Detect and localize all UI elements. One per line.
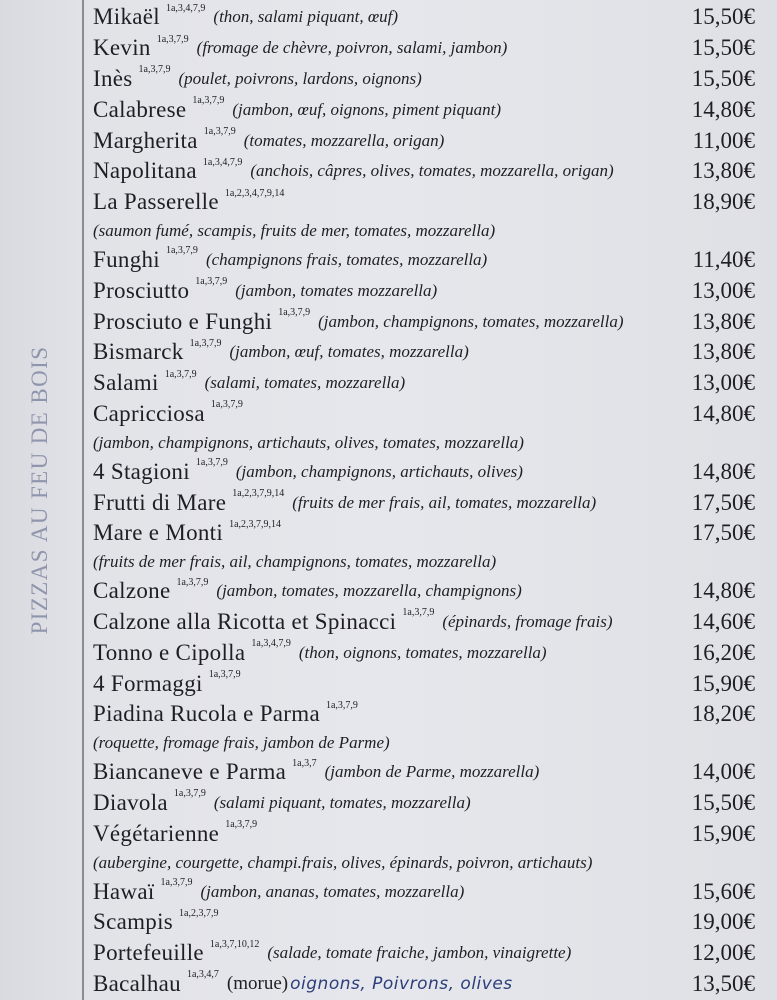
item-description: (épinards, fromage frais) — [442, 611, 613, 631]
menu-item-description-line — [93, 218, 755, 245]
item-price: 17,50€ — [691, 520, 755, 546]
item-description: (fruits de mer frais, ail, champignons, tomates, mozzarella) — [93, 552, 497, 572]
menu-item-description-line — [93, 549, 755, 576]
allergen-codes: 1a,3,7 — [292, 757, 317, 769]
item-description: (salade, tomate fraiche, jambon, vinaigrette) — [267, 943, 572, 963]
menu-item — [93, 156, 755, 187]
item-name: Calzone alla Ricotta et Spinacci — [93, 608, 397, 634]
item-price: 14,80€ — [691, 96, 755, 122]
menu-item — [93, 518, 755, 549]
item-description: (fromage de chèvre, poivron, salami, jambon) — [196, 38, 508, 58]
item-description: (tomates, mozzarella, origan) — [243, 130, 445, 150]
item-price: 15,50€ — [691, 35, 755, 61]
allergen-codes: 1a,3,7,9 — [189, 337, 222, 349]
menu-item — [93, 938, 755, 969]
allergen-codes: 1a,3,4,7 — [186, 969, 219, 981]
allergen-codes: 1a,3,7,9 — [176, 576, 209, 588]
item-description: (jambon, œuf, oignons, piment piquant) — [232, 99, 502, 119]
item-name: Mikaël — [93, 4, 160, 30]
menu-item — [93, 337, 755, 368]
item-description: (fruits de mer frais, ail, tomates, mozzarella) — [292, 492, 597, 512]
item-description: (roquette, fromage frais, jambon de Parme) — [93, 733, 390, 753]
item-description: (salami piquant, tomates, mozzarella) — [213, 792, 471, 812]
menu-item — [93, 64, 755, 95]
menu-item — [93, 94, 755, 125]
allergen-codes: 1a,3,7,9 — [160, 877, 193, 889]
item-price: 14,60€ — [691, 608, 755, 634]
item-description: (jambon de Parme, mozzarella) — [324, 762, 540, 782]
item-name: Bacalhau — [93, 970, 181, 996]
item-description: (thon, oignons, tomates, mozzarella) — [298, 642, 547, 662]
menu-item — [93, 399, 755, 430]
allergen-codes: 1a,3,7,9 — [210, 399, 243, 411]
item-description: (champignons frais, tomates, mozzarella) — [205, 249, 488, 269]
item-description: (jambon, tomates mozzarella) — [235, 280, 438, 300]
item-price: 15,50€ — [691, 789, 755, 815]
item-name: Capricciosa — [93, 400, 205, 426]
menu-item-description-line — [93, 849, 755, 876]
menu-item-description-line — [93, 429, 755, 456]
menu-item — [93, 818, 755, 849]
item-price: 13,80€ — [691, 339, 755, 365]
item-price: 12,00€ — [691, 940, 755, 966]
item-description: (anchois, câpres, olives, tomates, mozzarella, origan) — [250, 161, 614, 181]
item-name: Calzone — [93, 578, 171, 604]
allergen-codes: 1a,3,4,7,9 — [165, 2, 206, 14]
item-name: Scampis — [93, 909, 174, 935]
item-price: 13,00€ — [691, 370, 755, 396]
item-name: Salami — [93, 370, 159, 396]
item-price: 16,20€ — [691, 639, 755, 665]
allergen-codes: 1a,2,3,7,9,14 — [232, 488, 285, 500]
item-description: (jambon, champignons, artichauts, olives, tomates, mozzarella) — [93, 432, 524, 452]
item-description: (poulet, poivrons, lardons, oignons) — [178, 68, 422, 88]
item-price: 14,80€ — [691, 458, 755, 484]
item-description: (jambon, champignons, artichauts, olives) — [235, 461, 523, 481]
item-price: 17,50€ — [691, 489, 755, 515]
item-price: 15,90€ — [691, 820, 755, 846]
item-description: (thon, salami piquant, œuf) — [213, 7, 399, 27]
item-name: Frutti di Mare — [93, 489, 227, 515]
allergen-codes: 1a,3,7,9 — [278, 307, 311, 319]
menu-item — [93, 699, 755, 730]
item-name: Biancaneve e Parma — [93, 759, 287, 785]
sidebar-title: PIZZAS AU FEU DE BOIS — [27, 345, 52, 635]
menu-item — [93, 2, 755, 33]
item-price: 15,50€ — [691, 65, 755, 91]
item-name: Tonno e Cipolla — [93, 639, 246, 665]
item-name: Prosciuto e Funghi — [93, 308, 273, 334]
item-price: 14,00€ — [691, 759, 755, 785]
item-name: Prosciutto — [93, 277, 190, 303]
menu-item — [93, 125, 755, 156]
allergen-codes: 1a,3,7,9 — [225, 819, 258, 831]
item-price: 15,60€ — [691, 878, 755, 904]
allergen-codes: 1a,3,7,9 — [164, 368, 197, 380]
menu-item — [93, 33, 755, 64]
menu-item — [93, 456, 755, 487]
menu-item — [93, 576, 755, 607]
item-price: 19,00€ — [691, 909, 755, 935]
allergen-codes: 1a,3,7,9 — [195, 457, 228, 469]
item-price: 14,80€ — [691, 400, 755, 426]
item-name: 4 Formaggi — [93, 670, 203, 696]
item-description: (salami, tomates, mozzarella) — [204, 373, 406, 393]
menu-item — [93, 607, 755, 638]
allergen-codes: 1a,3,7,9 — [156, 33, 189, 45]
allergen-codes: 1a,3,7,9 — [208, 669, 241, 681]
menu-item — [93, 275, 755, 306]
menu-item — [93, 757, 755, 788]
item-description: (jambon, champignons, tomates, mozzarella) — [318, 311, 624, 331]
allergen-codes: 1a,3,7,9 — [165, 245, 198, 257]
item-name: Mare e Monti — [93, 520, 224, 546]
item-name: Inès — [93, 65, 133, 91]
menu-item — [93, 788, 755, 819]
item-name: Diavola — [93, 789, 168, 815]
allergen-codes: 1a,2,3,4,7,9,14 — [224, 187, 285, 199]
item-name: Calabrese — [93, 96, 187, 122]
item-price: 11,00€ — [692, 127, 755, 153]
item-price: 18,20€ — [691, 701, 755, 727]
allergen-codes: 1a,2,3,7,9,14 — [229, 518, 282, 530]
item-price: 13,00€ — [691, 277, 755, 303]
allergen-codes: 1a,3,7,9 — [195, 276, 228, 288]
item-description: (aubergine, courgette, champi.frais, olives, épinards, poivron, artichauts) — [93, 852, 593, 872]
allergen-codes: 1a,2,3,7,9 — [179, 907, 219, 919]
allergen-codes: 1a,3,7,10,12 — [209, 938, 260, 950]
item-price: 15,50€ — [691, 4, 755, 30]
allergen-codes: 1a,3,4,7,9 — [202, 156, 243, 168]
item-name: Kevin — [93, 35, 151, 61]
allergen-codes: 1a,3,7,9 — [173, 788, 206, 800]
handwritten-note: oignons, Poivrons, olives — [290, 973, 513, 994]
allergen-codes: 1a,3,4,7,9 — [251, 638, 291, 650]
item-name: Margherita — [93, 127, 198, 153]
item-name: Piadina Rucola e Parma — [93, 701, 320, 727]
item-description: (jambon, tomates, mozzarella, champignons) — [216, 581, 522, 601]
item-name: Napolitana — [93, 158, 197, 184]
item-price: 18,90€ — [691, 189, 755, 215]
allergen-codes: 1a,3,7,9 — [192, 95, 225, 107]
menu-item — [93, 907, 755, 938]
menu-item — [93, 368, 755, 399]
allergen-codes: 1a,3,7,9 — [402, 607, 435, 619]
item-price: 13,80€ — [691, 158, 755, 184]
item-name: Portefeuille — [93, 940, 204, 966]
allergen-codes: 1a,3,7,9 — [138, 64, 171, 76]
item-description: (jambon, ananas, tomates, mozzarella) — [200, 881, 465, 901]
item-price: 15,90€ — [691, 670, 755, 696]
item-price: 11,40€ — [692, 246, 755, 272]
item-price: 13,50€ — [691, 970, 755, 996]
item-name: 4 Stagioni — [93, 458, 190, 484]
vertical-divider — [82, 0, 84, 1000]
item-name: Funghi — [93, 246, 160, 272]
menu-item — [93, 668, 755, 699]
item-description: (jambon, œuf, tomates, mozzarella) — [229, 342, 469, 362]
menu-item — [93, 969, 755, 1000]
menu-item-description-line — [93, 730, 755, 757]
menu-item — [93, 245, 755, 276]
item-name: Bismarck — [93, 339, 184, 365]
menu-item — [93, 187, 755, 218]
item-name: Végétarienne — [93, 820, 220, 846]
allergen-codes: 1a,3,7,9 — [325, 699, 358, 711]
pizza-menu-list — [93, 2, 755, 999]
menu-item — [93, 876, 755, 907]
menu-item — [93, 637, 755, 668]
item-description: (saumon fumé, scampis, fruits de mer, tomates, mozzarella) — [93, 221, 496, 241]
menu-item — [93, 487, 755, 518]
item-description: (morue) — [226, 972, 289, 994]
item-price: 13,80€ — [691, 308, 755, 334]
item-name: Hawaï — [93, 878, 155, 904]
allergen-codes: 1a,3,7,9 — [203, 126, 236, 138]
menu-item — [93, 306, 755, 337]
item-price: 14,80€ — [691, 578, 755, 604]
item-name: La Passerelle — [93, 189, 219, 215]
